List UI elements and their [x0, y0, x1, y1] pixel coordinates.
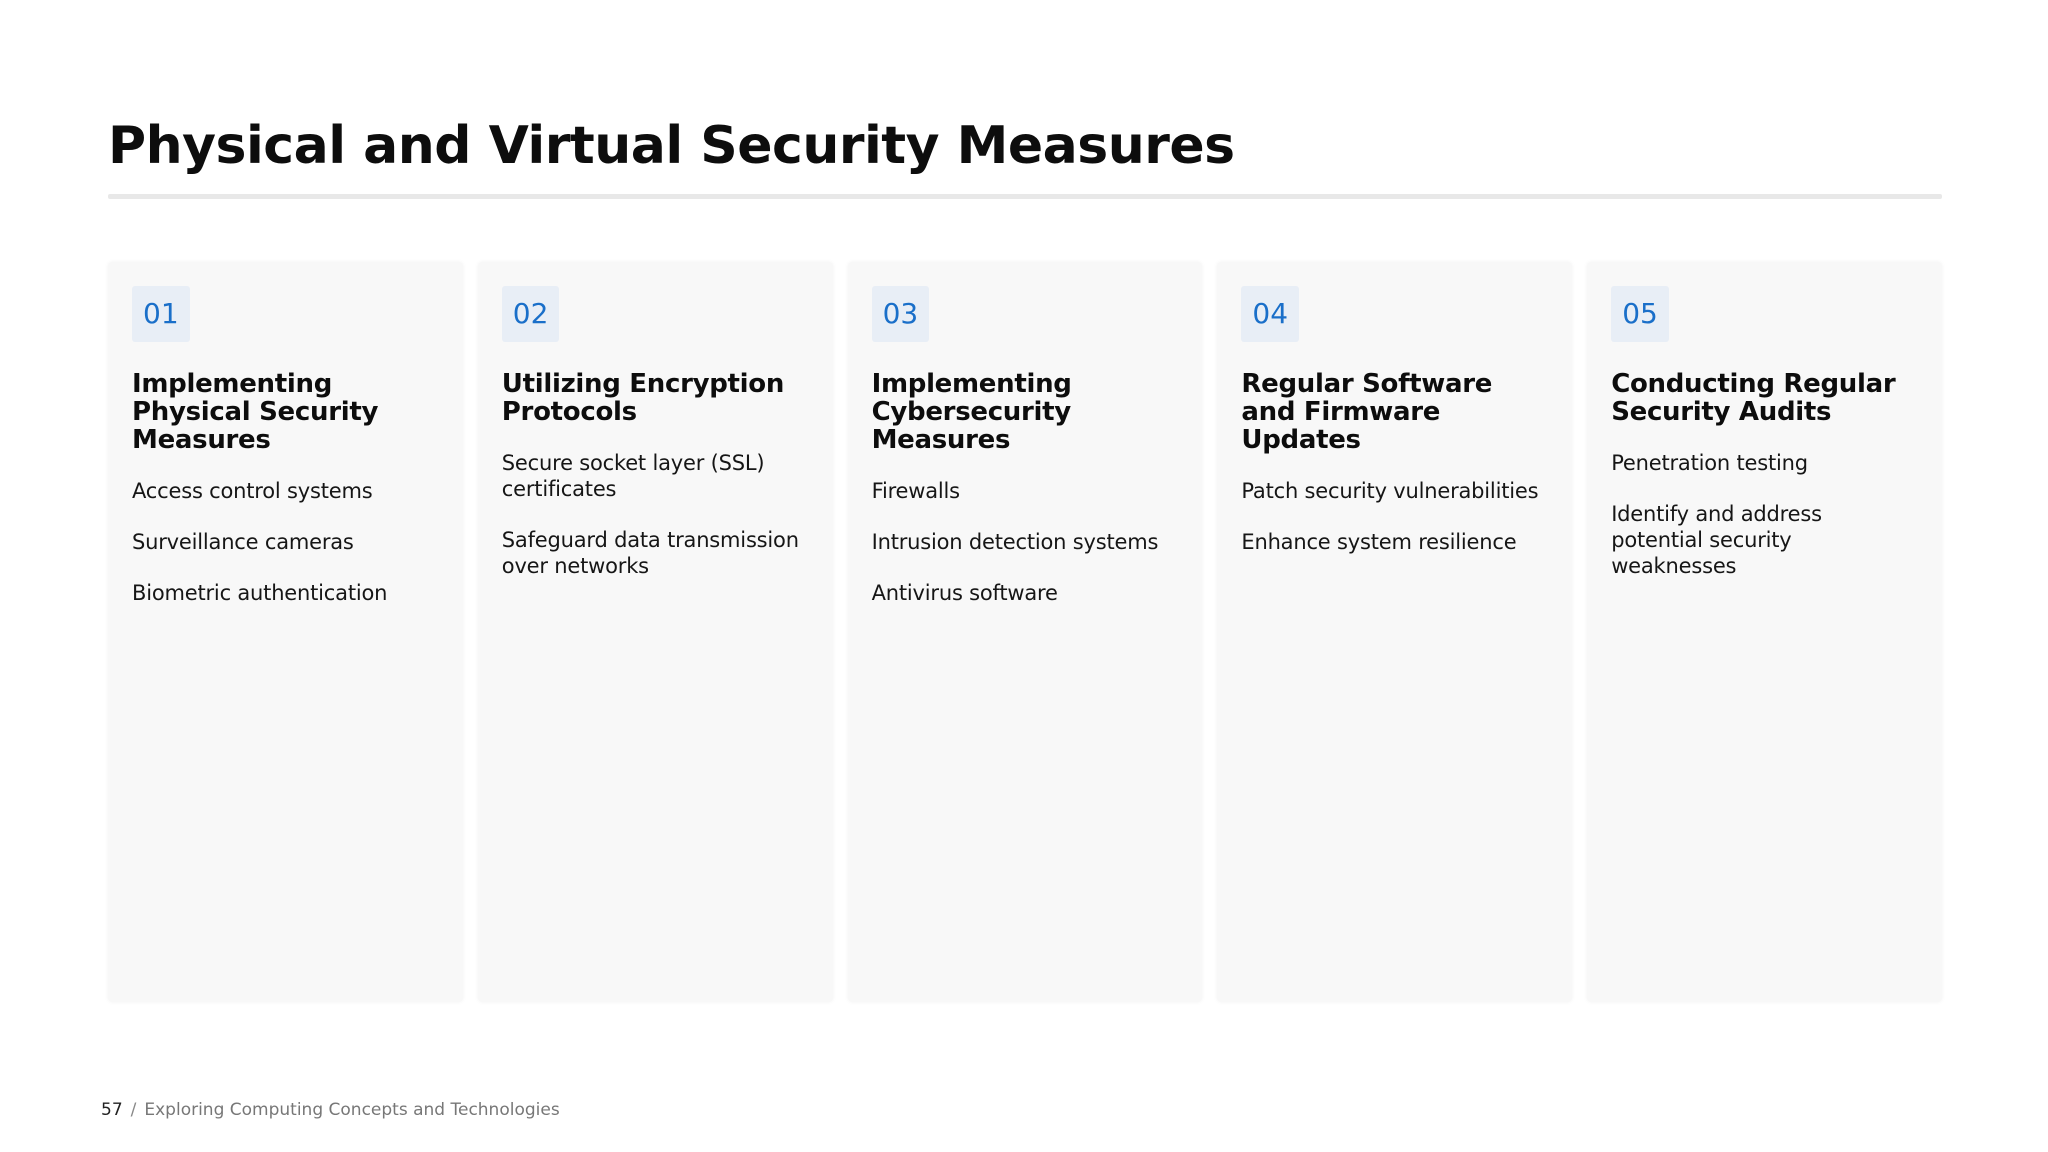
card-item-list: [1241, 478, 1548, 555]
card-number-badge: 05: [1611, 286, 1669, 342]
card-item: Biometric authentication: [132, 581, 388, 605]
cards-row: [108, 262, 1942, 1002]
card-number-badge: 02: [502, 286, 560, 342]
card-item: Antivirus software: [871, 581, 1058, 605]
page-number: 57: [101, 1100, 123, 1120]
card-4: [1217, 262, 1572, 1002]
slide-footer: [101, 1098, 560, 1122]
deck-title: Exploring Computing Concepts and Technologies: [144, 1100, 560, 1120]
card-item: Enhance system resilience: [1241, 530, 1517, 554]
card-item-list: [1611, 450, 1918, 579]
card-number-badge: 01: [132, 286, 190, 342]
card-item: Surveillance cameras: [132, 530, 354, 554]
card-item-list: [502, 450, 809, 579]
card-title: Conducting Regular Security Audits: [1611, 369, 1896, 427]
card-item-list: [872, 478, 1179, 606]
card-item: Identify and address potential security weaknesses: [1611, 502, 1822, 578]
card-title: Utilizing Encryption Protocols: [501, 369, 785, 427]
card-item: Penetration testing: [1611, 451, 1808, 475]
card-number-badge: 04: [1241, 286, 1299, 342]
card-item: Patch security vulnerabilities: [1241, 479, 1539, 503]
card-item: Firewalls: [871, 479, 960, 503]
card-item-list: [132, 478, 439, 606]
card-item: Safeguard data transmission over networks: [501, 528, 799, 578]
card-title: Regular Software and Firmware Updates: [1241, 369, 1493, 455]
card-title: Implementing Cybersecurity Measures: [871, 369, 1072, 455]
footer-separator: /: [130, 1100, 137, 1120]
card-1: [108, 262, 463, 1002]
card-5: [1587, 262, 1942, 1002]
card-number-badge: 03: [872, 286, 930, 342]
title-divider: [108, 194, 1942, 199]
card-item: Intrusion detection systems: [871, 530, 1159, 554]
slide-title: Physical and Virtual Security Measures: [108, 116, 1235, 176]
card-title: Implementing Physical Security Measures: [132, 369, 379, 455]
card-item: Access control systems: [132, 479, 373, 503]
card-item: Secure socket layer (SSL) certificates: [501, 451, 765, 501]
card-2: [478, 262, 833, 1002]
card-3: [848, 262, 1203, 1002]
